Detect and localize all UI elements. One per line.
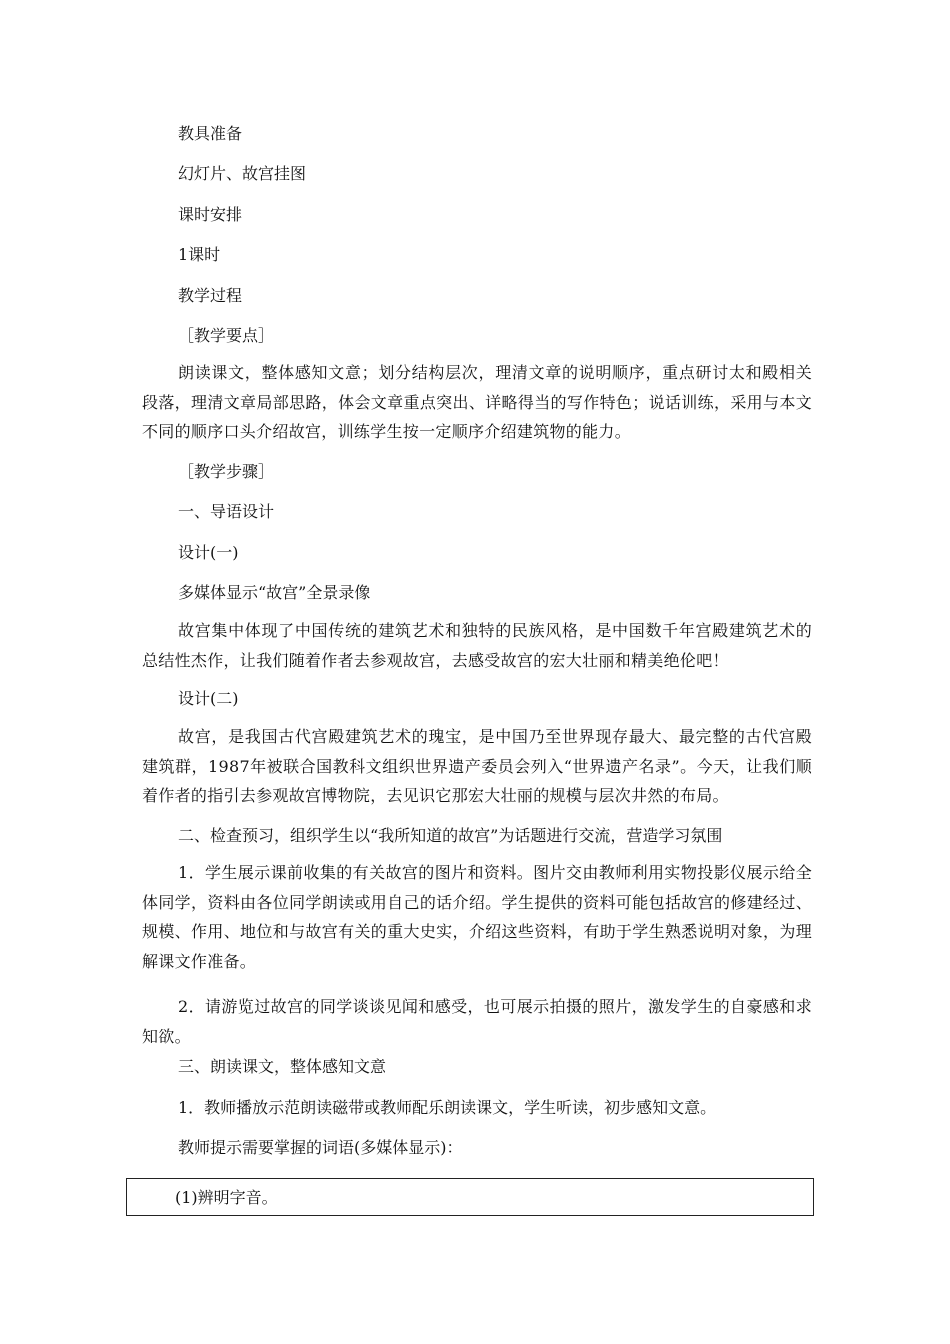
vocabulary-table-box xyxy=(126,1178,814,1216)
design-1-line: 多媒体显示“故宫”全景录像 xyxy=(178,583,371,602)
schedule-content: 1课时 xyxy=(178,245,221,264)
section-3-heading: 三、朗读课文，整体感知文意 xyxy=(178,1057,387,1076)
design-1-paragraph: 故宫集中体现了中国传统的建筑艺术和独特的民族风格，是中国数千年宫殿建筑艺术的总结性杰作，让我们随着作者去参观故宫，去感受故宫的宏大壮丽和精美绝伦吧！ xyxy=(142,621,812,670)
section-1-heading: 一、导语设计 xyxy=(178,502,275,521)
section-2-item-2: 2．请游览过故宫的同学谈谈见闻和感受，也可展示拍摄的照片，激发学生的自豪感和求知欲。 xyxy=(142,997,812,1046)
heading-schedule: 课时安排 xyxy=(178,205,243,224)
section-2-item-1: 1．学生展示课前收集的有关故宫的图片和资料。图片交由教师利用实物投影仪展示给全体同学，资料由各位同学朗读或用自己的话介绍。学生提供的资料可能包括故宫的修建经过、规模、作用、地位和与故宫有关的重大史实，介绍这些资料，有助于学生熟悉说明对象，为理解课文作准备。 xyxy=(142,863,812,971)
vocabulary-table-first-row: (1)辨明字音。 xyxy=(175,1188,278,1207)
vocabulary-prompt: 教师提示需要掌握的词语(多媒体显示)： xyxy=(178,1138,463,1157)
design-1-heading: 设计(一) xyxy=(178,543,239,562)
design-2-heading: 设计(二) xyxy=(178,689,239,708)
section-3-item-1: 1．教师播放示范朗读磁带或教师配乐朗读课文，学生听读，初步感知文意。 xyxy=(178,1098,717,1117)
heading-teaching-aids: 教具准备 xyxy=(178,124,243,143)
key-points-paragraph: 朗读课文，整体感知文意；划分结构层次，理清文章的说明顺序，重点研讨太和殿相关段落，理清文章局部思路，体会文章重点突出、详略得当的写作特色；说话训练，采用与本文不同的顺序口头介绍故宫，训练学生按一定顺序介绍建筑物的能力。 xyxy=(142,363,812,441)
heading-teaching-steps: ［教学步骤］ xyxy=(178,462,275,481)
heading-key-points: ［教学要点］ xyxy=(178,326,275,345)
heading-teaching-process: 教学过程 xyxy=(178,286,243,305)
design-2-paragraph: 故宫，是我国古代宫殿建筑艺术的瑰宝，是中国乃至世界现存最大、最完整的古代宫殿建筑群，1987年被联合国教科文组织世界遗产委员会列入“世界遗产名录”。今天，让我们顺着作者的指引去参观故宫博物院，去见识它那宏大壮丽的规模与层次井然的布局。 xyxy=(142,727,812,805)
teaching-aids-content: 幻灯片、故宫挂图 xyxy=(178,164,307,183)
section-2-heading: 二、检查预习，组织学生以“我所知道的故宫”为话题进行交流，营造学习氛围 xyxy=(178,826,723,845)
